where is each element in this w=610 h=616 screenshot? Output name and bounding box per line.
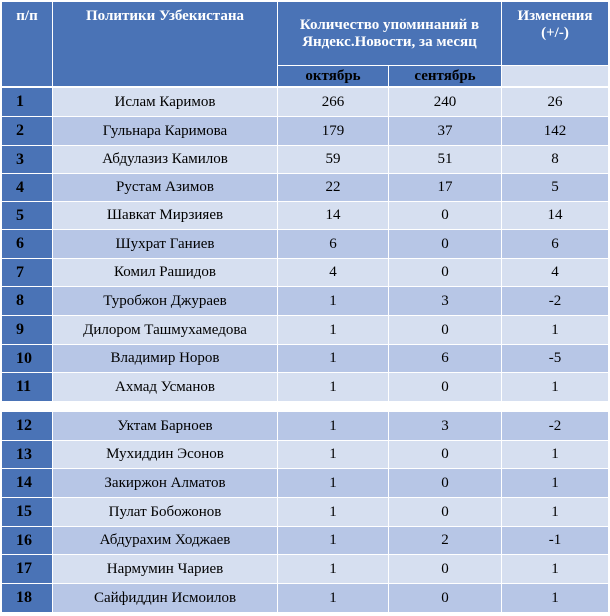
header-name: Политики Узбекистана [53,2,277,86]
row-number: 9 [2,316,52,344]
october-count: 179 [278,117,388,145]
table-row [2,202,608,229]
change-value: -5 [502,345,608,372]
row-number: 2 [2,117,52,145]
table-row [2,555,608,583]
row-number: 15 [2,498,52,526]
table-row [2,174,608,201]
table-row [2,527,608,554]
change-value: 1 [502,555,608,583]
header-change-blank [502,66,608,86]
september-count: 17 [389,174,501,201]
politician-name: Ислам Каримов [53,88,277,116]
row-number: 6 [2,230,52,258]
politician-name: Шухрат Ганиев [53,230,277,258]
politician-name: Уктам Барноев [53,412,277,440]
september-count: 240 [389,88,501,116]
politician-name: Туробжон Джураев [53,287,277,315]
change-value: 1 [502,441,608,468]
change-value: 4 [502,259,608,286]
table-subheader [2,66,608,86]
change-value: 8 [502,146,608,173]
table-row [2,316,608,344]
october-count: 22 [278,174,388,201]
change-value: -1 [502,527,608,554]
change-value: 1 [502,584,608,612]
change-value: 14 [502,202,608,229]
table-row [2,88,608,116]
table-row [2,469,608,497]
october-count: 1 [278,287,388,315]
change-value: 5 [502,174,608,201]
september-count: 0 [389,584,501,612]
change-value: 1 [502,469,608,497]
september-count: 3 [389,287,501,315]
row-number: 8 [2,287,52,315]
october-count: 1 [278,316,388,344]
header-mentions: Количество упоминаний в Яндекс.Новости, за месяц [278,2,501,65]
politician-name: Абдурахим Ходжаев [53,527,277,554]
politician-name: Нармумин Чариев [53,555,277,583]
row-number: 11 [2,373,52,401]
politician-name: Шавкат Мирзияев [53,202,277,229]
october-count: 1 [278,555,388,583]
table-row [2,146,608,173]
october-count: 1 [278,441,388,468]
change-value: 26 [502,88,608,116]
october-count: 59 [278,146,388,173]
table-row [2,412,608,440]
september-count: 0 [389,259,501,286]
october-count: 4 [278,259,388,286]
row-number: 14 [2,469,52,497]
october-count: 1 [278,345,388,372]
september-count: 0 [389,202,501,229]
change-value: 6 [502,230,608,258]
table-row [2,373,608,401]
table-row [2,117,608,145]
september-count: 0 [389,555,501,583]
row-number: 10 [2,345,52,372]
politician-name: Комил Рашидов [53,259,277,286]
october-count: 1 [278,498,388,526]
change-value: 1 [502,373,608,401]
table-row [2,259,608,286]
politician-name: Дилором Ташмухамедова [53,316,277,344]
september-count: 51 [389,146,501,173]
september-count: 2 [389,527,501,554]
header-october: октябрь [278,66,388,86]
october-count: 1 [278,584,388,612]
change-value: -2 [502,287,608,315]
politician-name: Владимир Норов [53,345,277,372]
september-count: 0 [389,469,501,497]
table-row [2,498,608,526]
september-count: 6 [389,345,501,372]
header-september: сентябрь [389,66,501,86]
change-value: 142 [502,117,608,145]
row-number: 13 [2,441,52,468]
september-count: 0 [389,316,501,344]
row-number: 17 [2,555,52,583]
october-count: 14 [278,202,388,229]
row-number: 7 [2,259,52,286]
october-count: 1 [278,469,388,497]
change-value: 1 [502,316,608,344]
table-row [2,584,608,612]
september-count: 37 [389,117,501,145]
september-count: 0 [389,441,501,468]
october-count: 1 [278,373,388,401]
politician-name: Абдулазиз Камилов [53,146,277,173]
politician-name: Пулат Бобожонов [53,498,277,526]
row-number: 3 [2,146,52,173]
politician-name: Сайфиддин Исмоилов [53,584,277,612]
table-row [2,441,608,468]
row-number: 18 [2,584,52,612]
header-num: п/п [2,2,52,86]
header-change: Изменения (+/-) [502,2,608,65]
change-value: -2 [502,412,608,440]
september-count: 3 [389,412,501,440]
politician-name: Ахмад Усманов [53,373,277,401]
october-count: 1 [278,527,388,554]
table-row [2,287,608,315]
october-count: 266 [278,88,388,116]
row-number: 5 [2,202,52,229]
politician-name: Рустам Азимов [53,174,277,201]
october-count: 1 [278,412,388,440]
table-row [2,230,608,258]
table-row [2,345,608,372]
row-number: 4 [2,174,52,201]
september-count: 0 [389,498,501,526]
row-number: 16 [2,527,52,554]
change-value: 1 [502,498,608,526]
september-count: 0 [389,373,501,401]
october-count: 6 [278,230,388,258]
september-count: 0 [389,230,501,258]
row-number: 12 [2,412,52,440]
politician-name: Мухиддин Эсонов [53,441,277,468]
row-number: 1 [2,88,52,116]
politician-name: Гульнара Каримова [53,117,277,145]
politician-name: Закиржон Алматов [53,469,277,497]
table-header [2,2,608,62]
